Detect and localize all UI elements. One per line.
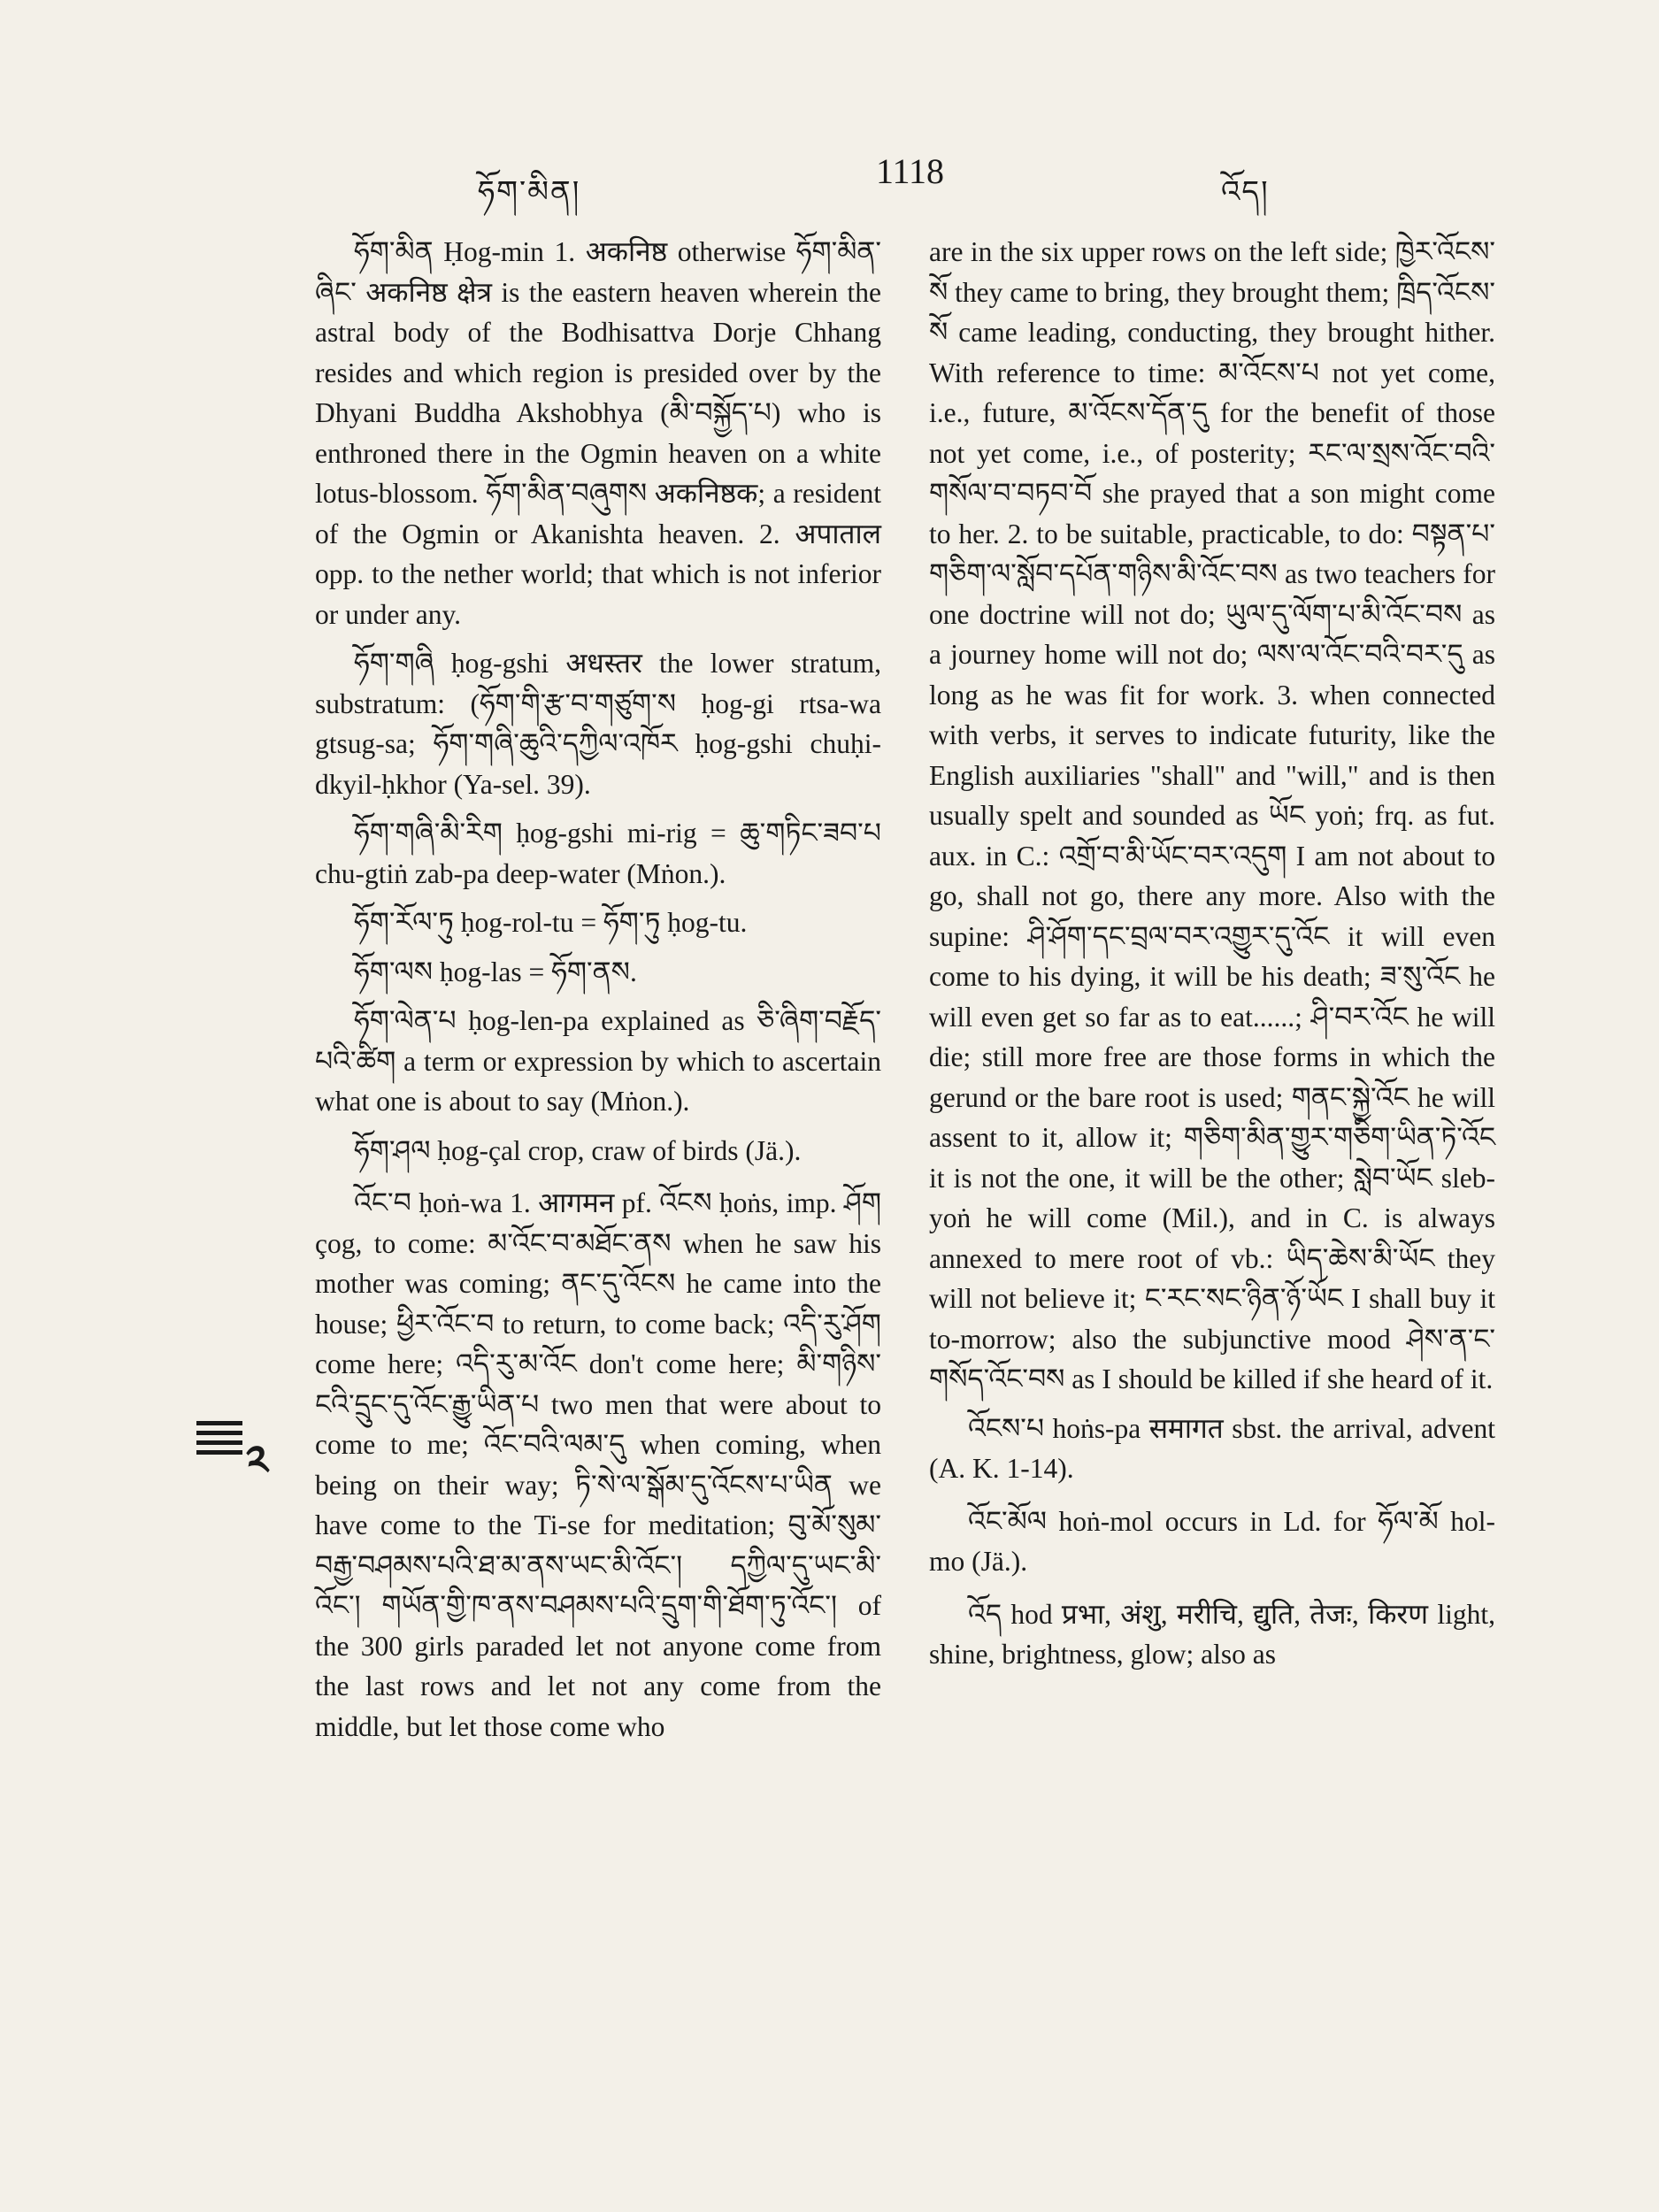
entry-hog-len-pa: ཧོག་ལེན་པ ḥog-len-pa explained as ཅི་ཞིག་བརྗོད་པའི་ཚིག a term or expression by which to ascertain what one is about to say (Mṅon.).	[315, 1005, 881, 1117]
entry-hon-wa: འོང་བ ḥoṅ-wa 1. आगमन pf. འོངས ḥoṅs, imp. ཤོག çog, to come: མ་འོང་བ་མཐོང་ནས when he saw his mother was coming; ནང་དུ་འོངས he came into the house; ཕྱིར་འོང་བ to return, to come back; འདི་རུ་ཤོག come here; འདི་རུ་མ་འོང don't come here; མི་གཉིས་ངའི་དྲུང་དུ་འོང་རྒྱུ་ཡིན་པ two men that were about to come to me; འོང་བའི་ལམ་དུ when coming, when being on their way; ཏི་སེ་ལ་སྒོམ་དུ་འོངས་པ་ཡིན we have come to the Ti-se for meditation; བུ་མོ་སུམ་བརྒྱ་བཤམས་པའི་ཐ་མ་ནས་ཡང་མི་འོང་། དཀྱིལ་དུ་ཡང་མི་འོང་། གཡོན་གྱི་ཁ་ནས་བཤམས་པའི་དྲུག་གི་ཐོག་ཏུ་འོང་། of the 300 girls paraded let not anyone come from the last rows and let not any come from the middle, but let those come who	[315, 1187, 881, 1742]
entry-hog-rol-tu: ཧོག་རོལ་ཏུ ḥog-rol-tu = ཧོག་ཏུ ḥog-tu.	[354, 907, 748, 938]
margin-marker	[196, 1416, 294, 1486]
marker-lines	[196, 1421, 242, 1460]
left-column	[315, 232, 881, 1755]
entry-hog-gshi-mi-rig: ཧོག་གཞི་མི་རིག ḥog-gshi mi-rig = ཆུ་གཏིང་ཟབ་པ chu-gtiṅ zab-pa deep-water (Mṅon.).	[315, 818, 881, 889]
right-column	[929, 232, 1495, 1684]
entry-hon-mol: འོང་མོལ hoṅ-mol occurs in Ld. for ཧོལ་མོ hol-mo (Jä.).	[929, 1505, 1495, 1577]
header-left-term: ཧོག་མིན།	[478, 176, 581, 209]
entry-hog-cal: ཧོག་ཤལ ḥog-çal crop, craw of birds (Jä.).	[354, 1134, 802, 1166]
entry-hons-pa: འོངས་པ hoṅs-pa समागत sbst. the arrival, advent (A. K. 1-14).	[929, 1412, 1495, 1484]
entry-hon-wa-continued: are in the six upper rows on the left side; ཁྱེར་འོངས་སོ they came to bring, they brought them; ཁྲིད་འོངས་སོ came leading, conducting, they brought hither. With reference to time: མ་འོངས་པ not yet come, i.e., future, མ་འོངས་དོན་དུ for the benefit of those not yet come, i.e., of posterity; རང་ལ་སྲས་འོང་བའི་གསོལ་བ་བཏབ་བོ she prayed that a son might come to her. 2. to be suitable, practicable, to do: བསྟན་པ་གཅིག་ལ་སློབ་དཔོན་གཉིས་མི་འོང་བས as two teachers for one doctrine will not do; ཡུལ་དུ་ལོག་པ་མི་འོང་བས as a journey home will not do; ལས་ལ་འོང་བའི་བར་དུ as long as he was fit for work. 3. when connected with verbs, it serves to indicate futurity, like the English auxiliaries "shall" and "will," and is then usually spelt and sounded as ཡོང yoṅ; frq. as fut. aux. in C.: འགྲོ་བ་མི་ཡོང་བར་འདུག I am not about to go, shall not go, there any more. Also with the supine: ཤི་ཤོག་དང་བྲལ་བར་འགྱུར་དུ་འོང it will even come to his dying, it will be his death; ཟ་སུ་འོང he will even get so far as to eat......; ཤི་བར་འོང he will die; still more free are those forms in which the gerund or the bare root is used; གནང་སྐྱེ་འོང he will assent to it, allow it; གཅིག་མིན་གྱུར་གཅིག་ཡིན་ཏེ་འོང it is not the one, it will be the other; སླེབ་ཡོང sleb-yoṅ he will come (Mil.), and in C. is always annexed to mere root of vb.: ཡིད་ཆེས་མི་ཡོང they will not believe it; ང་རང་སང་ཉིན་ཉོ་ཡོང I shall buy it to-morrow; also the subjunctive mood ཤེས་ན་ང་གསོད་འོང་བས as I should be killed if she heard of it.	[929, 236, 1495, 1394]
entry-hog-gshi: ཧོག་གཞི ḥog-gshi अधस्तर the lower stratum, substratum: (ཧོག་གི་རྩ་བ་གཙུག་ས ḥog-gi rtsa-wa gtsug-sa; ཧོག་གཞི་ཆུའི་དཀྱིལ་འཁོར ḥog-gshi chuḥi-dkyil-ḥkhor (Ya-sel. 39).	[315, 648, 881, 800]
entry-hog-las: ཧོག་ལས ḥog-las = ཧོག་ནས.	[354, 956, 637, 987]
marker-glyph: ༢	[246, 1437, 268, 1486]
page-number: 1118	[876, 151, 945, 191]
entry-hod: འོད hod प्रभा, अंशु, मरीचि, द्युति, तेजः, किरण light, shine, brightness, glow; also as	[929, 1598, 1495, 1670]
page-header	[0, 142, 1659, 209]
header-right-term: འོད།	[1221, 176, 1270, 209]
entry-hog-min: ཧོག་མིན Ḥog-min 1. अकनिष्ठ otherwise ཧོག་མིན་ཞིང་ अकनिष्ठ क्षेत्र is the eastern heaven wherein the astral body of the Bodhisattva Dorje Chhang resides and which region is presided over by the Dhyani Buddha Akshobhya (མི་བསྐྱོད་པ) who is enthroned there in the Ogmin heaven on a white lotus-blossom. ཧོག་མིན་བཞུགས अकनिष्ठक; a resident of the Ogmin or Akanishta heaven. 2. अपाताल opp. to the nether world; that which is not inferior or under any.	[315, 236, 881, 630]
